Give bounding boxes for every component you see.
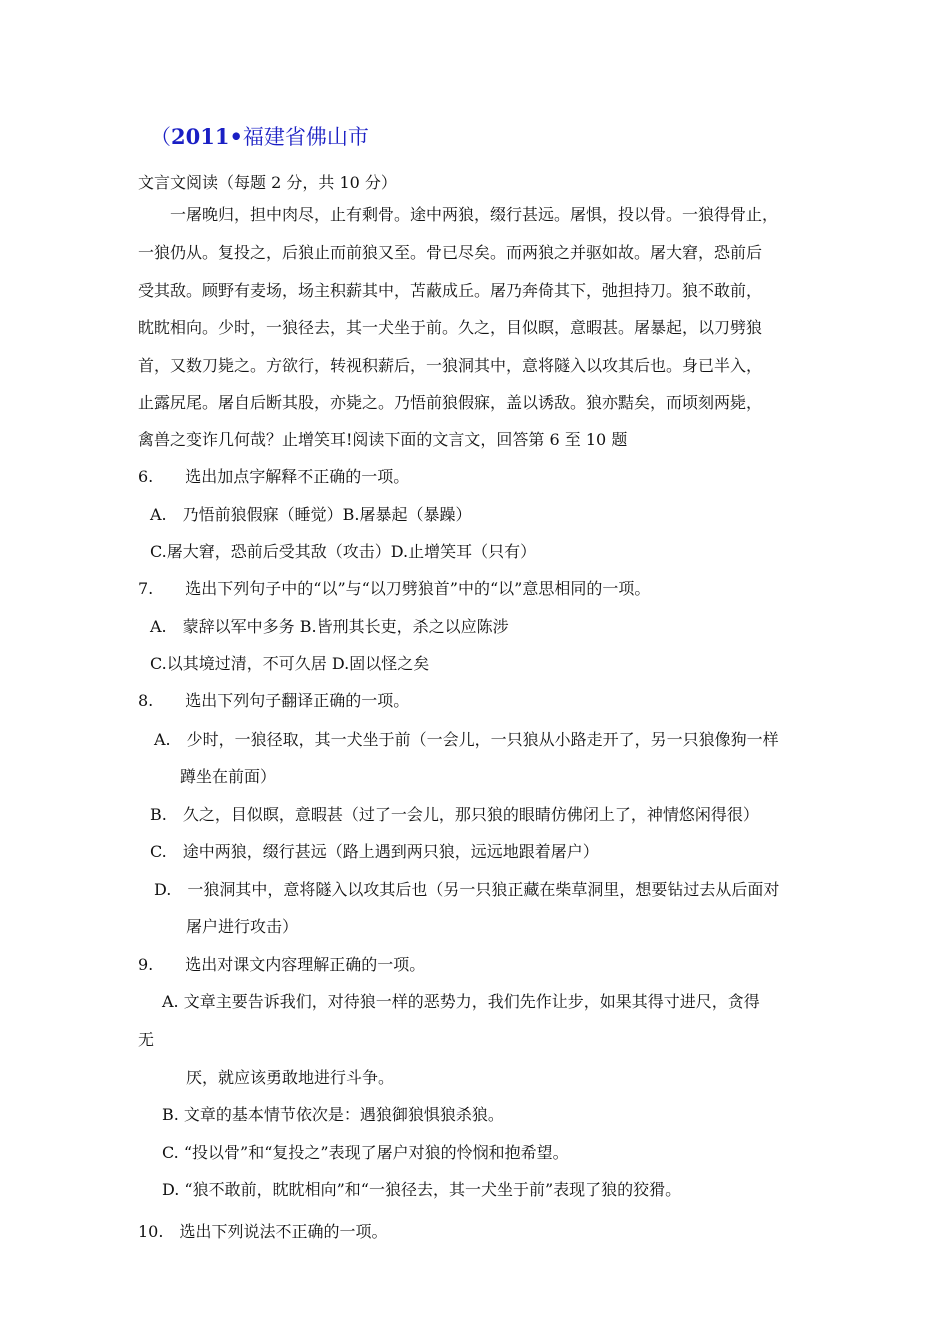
question-8-stem: 8. 选出下列句子翻译正确的一项。 — [138, 691, 410, 710]
question-7-options-ab: A. 蒙辞以军中多务 B.皆刑其长吏，杀之以应陈涉 — [150, 617, 509, 636]
question-8-option-d: D. 一狼洞其中，意将隧入以攻其后也（另一只狼正藏在柴草洞里，想要钻过去从后面对 — [154, 880, 780, 899]
passage-line: 一狼仍从。复投之，后狼止而前狼又至。骨已尽矣。而两狼之并驱如故。屠大窘，恐前后 — [138, 243, 763, 262]
question-9-option-a-wrap: 无 — [138, 1030, 155, 1049]
question-6-options-cd: C.屠大窘，恐前后受其敌（攻击）D.止增笑耳（只有） — [150, 542, 537, 561]
title-year: 2011• — [171, 124, 243, 149]
question-9-option-c: C. “投以骨”和“复投之”表现了屠户对狼的怜悯和抱希望。 — [162, 1143, 569, 1162]
question-9-option-b: B. 文章的基本情节依次是：遇狼御狼惧狼杀狼。 — [162, 1105, 504, 1124]
question-8-option-d-cont: 屠户进行攻击） — [186, 917, 299, 936]
question-6-options-ab: A. 乃悟前狼假寐（睡觉）B.屠暴起（暴躁） — [150, 505, 472, 524]
question-7-options-cd: C.以其境过清，不可久居 D.固以怪之矣 — [150, 654, 430, 673]
passage-line: 受其敌。顾野有麦场，场主积薪其中，苫蔽成丘。屠乃奔倚其下，弛担持刀。狼不敢前， — [138, 281, 763, 300]
question-7-stem: 7. 选出下列句子中的“以”与“以刀劈狼首”中的“以”意思相同的一项。 — [138, 579, 651, 598]
question-10-stem: 10. 选出下列说法不正确的一项。 — [138, 1222, 388, 1241]
question-9-option-a-cont: 厌，就应该勇敢地进行斗争。 — [186, 1068, 395, 1087]
question-8-option-c: C. 途中两狼，缀行甚远（路上遇到两只狼，远远地跟着屠户） — [150, 842, 599, 861]
title-place: 福建省佛山市 — [242, 125, 369, 149]
passage-line: 眈眈相向。少时，一狼径去，其一犬坐于前。久之，目似瞑，意暇甚。屠暴起，以刀劈狼 — [138, 318, 763, 337]
section-heading: 文言文阅读（每题 2 分，共 10 分） — [138, 173, 397, 192]
passage-line: 一屠晚归，担中肉尽，止有剩骨。途中两狼，缀行甚远。屠惧，投以骨。一狼得骨止， — [170, 205, 779, 224]
question-8-option-b: B. 久之，目似瞑，意暇甚（过了一会儿，那只狼的眼睛仿佛闭上了，神情悠闲得很） — [150, 805, 759, 824]
title-paren: （ — [150, 125, 171, 149]
passage-line: 首，又数刀毙之。方欲行，转视积薪后，一狼洞其中，意将隧入以攻其后也。身已半入， — [138, 356, 763, 375]
question-6-stem: 6. 选出加点字解释不正确的一项。 — [138, 467, 410, 486]
question-9-option-d: D. “狼不敢前，眈眈相向”和“一狼径去，其一犬坐于前”表现了狼的狡猾。 — [162, 1180, 682, 1199]
question-9-option-a: A. 文章主要告诉我们，对待狼一样的恶势力，我们先作让步，如果其得寸进尺，贪得 — [162, 992, 760, 1011]
question-9-stem: 9. 选出对课文内容理解正确的一项。 — [138, 955, 426, 974]
passage-line: 止露尻尾。屠自后断其股，亦毙之。乃悟前狼假寐，盖以诱敌。狼亦黠矣，而顷刻两毙， — [138, 393, 763, 412]
passage-line: 禽兽之变诈几何哉？止增笑耳!阅读下面的文言文，回答第 6 至 10 题 — [138, 430, 628, 449]
question-8-option-a-cont: 蹲坐在前面） — [180, 767, 277, 786]
question-8-option-a: A. 少时，一狼径取，其一犬坐于前（一会儿，一只狼从小路走开了，另一只狼像狗一样 — [154, 730, 779, 749]
page-title — [150, 124, 369, 150]
